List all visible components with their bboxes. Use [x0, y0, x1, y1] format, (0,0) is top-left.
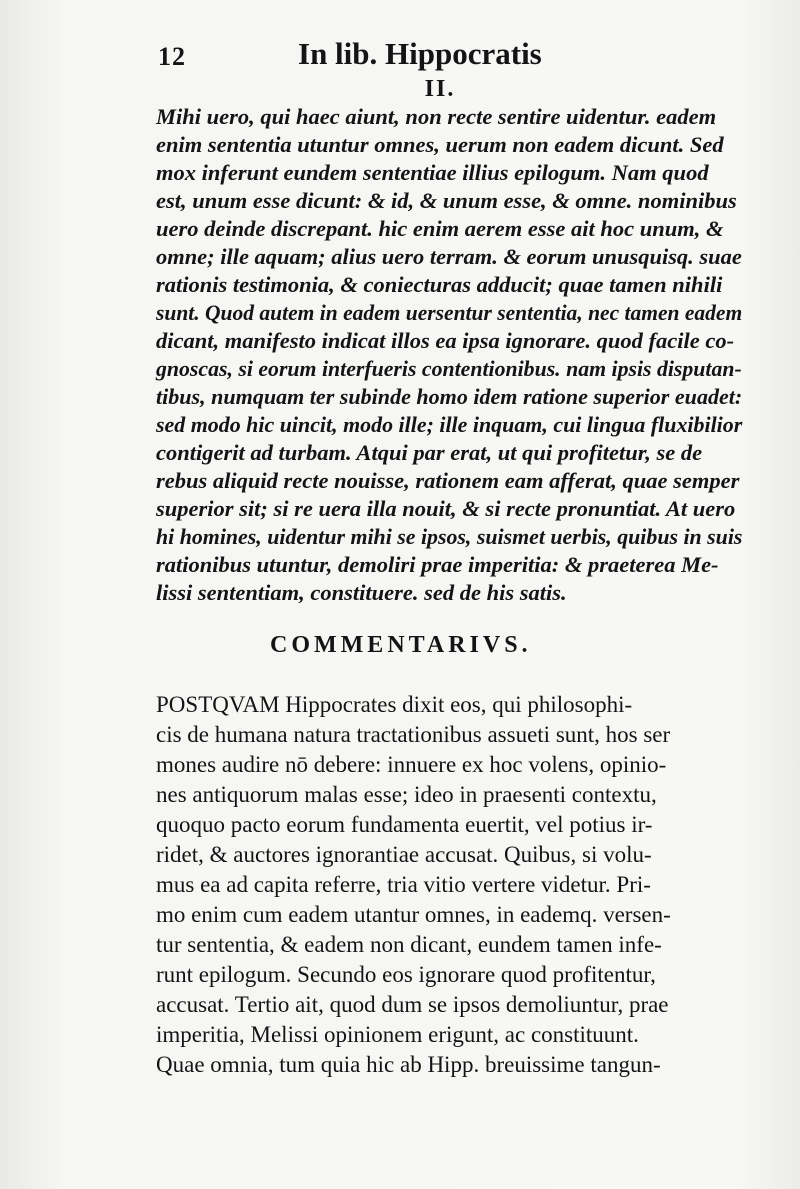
commentary-line: tur sententia, & eadem non dicant, eundem tamen infe-: [156, 932, 662, 957]
commentary-line: cis de humana natura tractationibus assueti sunt, hos ser: [156, 722, 671, 747]
commentary-line: mo enim cum eadem utantur omnes, in eademq. versen-: [156, 902, 671, 927]
page-number: 12: [158, 42, 186, 71]
text-line: uero deinde discrepant. hic enim aerem esse ait hoc unum, &: [156, 216, 724, 241]
text-line: sunt. Quod autem in eadem uersentur sententia, nec tamen eadem: [156, 300, 743, 325]
commentary-line: accusat. Tertio ait, quod dum se ipsos demoliuntur, prae: [156, 992, 669, 1017]
text-line: hi homines, uidentur mihi se ipsos, suismet uerbis, quibus in suis: [156, 524, 743, 549]
commentary-heading: COMMENTARIVS.: [270, 632, 532, 658]
text-line: Mihi uero, qui haec aiunt, non recte sentire uidentur. eadem: [156, 104, 717, 129]
commentary-line: quoquo pacto eorum fundamenta euertit, vel potius ir-: [156, 812, 653, 837]
commentary-line: mus ea ad capita referre, tria vitio vertere videtur. Pri-: [156, 872, 651, 897]
commentary-line: nes antiquorum malas esse; ideo in praesenti contextu,: [156, 782, 657, 807]
text-line: rebus aliquid recte nouisse, rationem eam afferat, quae semper: [156, 468, 740, 493]
text-line: superior sit; si re uera illa nouit, & si recte pronuntiat. At uero: [156, 496, 736, 521]
commentary-line: imperitia, Melissi opinionem erigunt, ac constituunt.: [156, 1022, 639, 1047]
section-number: II.: [424, 76, 456, 102]
commentary-line: mones audire nō debere: innuere ex hoc volens, opinio-: [156, 752, 667, 777]
text-line: est, unum esse dicunt: & id, & unum esse, & omne. nominibus: [156, 188, 737, 213]
text-line: dicant, manifesto indicat illos ea ipsa ignorare. quod facile co-: [156, 328, 735, 353]
text-line: tibus, numquam ter subinde homo idem ratione superior euadet:: [156, 384, 743, 409]
commentary-line: POSTQVAM Hippocrates dixit eos, qui philosophi-: [156, 692, 633, 717]
running-head: [152, 36, 752, 76]
text-line: enim sententia utuntur omnes, uerum non eadem dicunt. Sed: [156, 132, 724, 157]
text-line: mox inferunt eundem sententiae illius epilogum. Nam quod: [156, 160, 709, 185]
commentary-line: runt epilogum. Secundo eos ignorare quod profitentur,: [156, 962, 656, 987]
text-line: sed modo hic uincit, modo ille; ille inquam, cui lingua fluxibilior: [156, 412, 743, 437]
commentary-line: Quae omnia, tum quia hic ab Hipp. breuissime tangun-: [156, 1052, 661, 1077]
commentary-line: ridet, & auctores ignorantiae accusat. Quibus, si volu-: [156, 842, 652, 867]
text-line: omne; ille aquam; alius uero terram. & eorum unusquisq. suae: [156, 244, 742, 269]
text-line: lissi sententiam, constituere. sed de his satis.: [156, 580, 567, 605]
text-line: rationibus utuntur, demoliri prae imperitia: & praeterea Me-: [156, 552, 719, 577]
text-line: gnoscas, si eorum interfueris contentionibus. nam ipsis disputan-: [156, 356, 742, 381]
text-line: rationis testimonia, & coniecturas adducit; quae tamen nihili: [156, 272, 723, 297]
text-line: contigerit ad turbam. Atqui par erat, ut qui profitetur, se de: [156, 440, 703, 465]
running-title: In lib. Hippocratis: [298, 36, 542, 71]
